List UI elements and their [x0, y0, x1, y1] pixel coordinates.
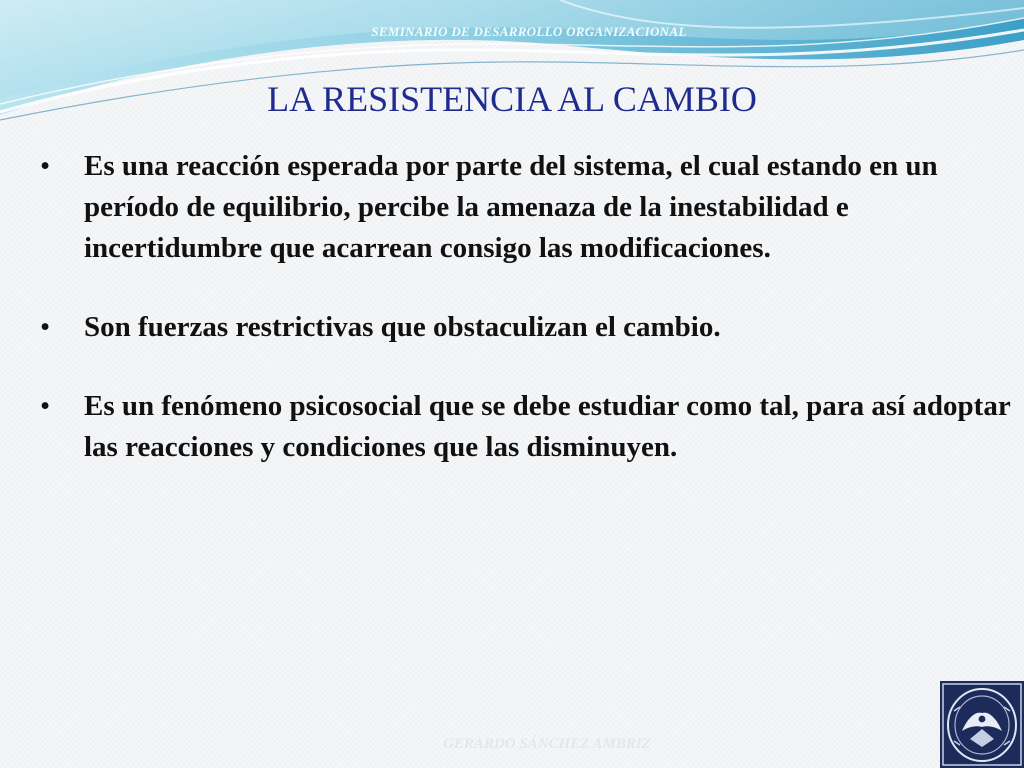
bullet-marker: •	[40, 390, 51, 422]
bullet-list	[40, 146, 1015, 468]
bullet-item	[40, 307, 1015, 348]
bullet-item	[40, 386, 1015, 468]
bullet-item	[40, 146, 1015, 269]
header-seminar-text: SEMINARIO DE DESARROLLO ORGANIZACIONAL	[371, 24, 687, 39]
bullet-text: Son fuerzas restrictivas que obstaculizan el cambio.	[84, 311, 721, 343]
footer-author-text: GERARDO SÁNCHEZ AMBRIZ	[443, 736, 651, 752]
bullet-marker: •	[40, 311, 51, 343]
bullet-text: Es un fenómeno psicosocial que se debe estudiar como tal, para así adoptar las reacciones y condiciones que las disminuyen.	[84, 390, 1011, 463]
bullet-marker: •	[40, 150, 51, 182]
unam-seal-logo-icon	[940, 681, 1024, 768]
bullet-text: Es una reacción esperada por parte del sistema, el cual estando en un período de equilibrio, percibe la amenaza de la inestabilidad e incertidumbre que acarrean consigo las modificaciones.	[84, 150, 938, 264]
slide-title: LA RESISTENCIA AL CAMBIO	[267, 79, 757, 119]
